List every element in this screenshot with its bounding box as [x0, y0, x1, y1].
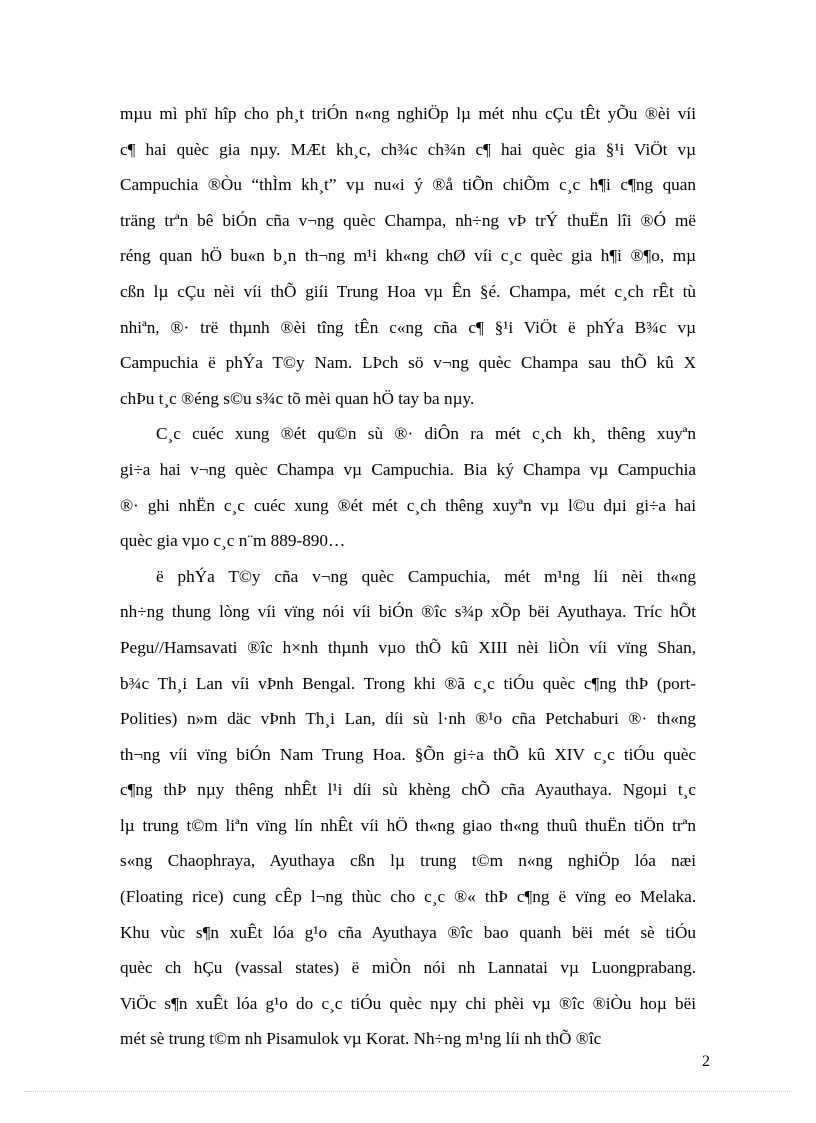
text-line: c¶ng thÞ nµy thêng nhÊt l¹i díi sù khèng chÕ cña Ayauthaya. Ngoµi t¸c: [120, 780, 696, 800]
paragraph: [120, 96, 696, 416]
text-line: b¾c Th¸i Lan víi vÞnh Bengal. Trong khi ®ã c¸c tiÓu quèc c¶ng thÞ (port-: [120, 673, 696, 693]
text-line: réng quan hÖ bu«n b¸n th¬ng m¹i kh«ng chØ víi c¸c quèc gia h¶i ®¶o, mµ: [120, 246, 696, 266]
page-number: 2: [702, 1053, 710, 1070]
text-line: ë phÝa T©y cña v¬ng quèc Campuchia, mét m¹ng líi nèi th«ng: [156, 566, 696, 586]
text-line: mét sè trung t©m nh Pisamulok vµ Korat. Nh÷ng m¹ng líi nh thÕ ®îc: [120, 1029, 602, 1049]
text-line: gi÷a hai v¬ng quèc Champa vµ Campuchia. Bia ký Champa vµ Campuchia: [120, 459, 696, 479]
paragraph: [120, 416, 696, 558]
text-line: Campuchia ®Òu “thÌm kh¸t” vµ nu«i ý ®å tiÕn chiÕm c¸c h¶i c¶ng quan: [120, 175, 696, 195]
text-line: nh÷ng thung lòng víi vïng nói víi biÓn ®îc s¾p xÕp bëi Ayuthaya. Tríc hÕt: [120, 602, 696, 622]
text-line: Pegu//Hamsavati ®îc h×nh thµnh vµo thÕ kû XIII nèi liÒn víi vïng Shan,: [120, 637, 696, 657]
text-line: ®· ghi nhËn c¸c cuéc xung ®ét mét c¸ch thêng xuyªn vµ l©u dµi gi÷a hai: [120, 495, 696, 515]
text-line: cßn lµ cÇu nèi víi thÕ giíi Trung Hoa vµ Ên §é. Champa, mét c¸ch rÊt tù: [120, 281, 696, 301]
text-line: Khu vùc s¶n xuÊt lóa g¹o cña Ayuthaya ®îc bao quanh bëi mét sè tiÓu: [120, 922, 696, 942]
text-line: th¬ng víi vïng biÓn Nam Trung Hoa. §Õn gi÷a thÕ kû XIV c¸c tiÓu quèc: [120, 744, 696, 764]
text-line: mµu mì phï hîp cho ph¸t triÓn n«ng nghiÖp lµ mét nhu cÇu tÊt yÕu ®èi víi: [120, 104, 696, 123]
text-line: Polities) n»m däc vÞnh Th¸i Lan, díi sù l·nh ®¹o cña Petchaburi ®· th«ng: [120, 709, 696, 729]
text-line: lµ trung t©m liªn vïng lín nhÊt víi hÖ th«ng giao th«ng thuû thuËn tiÖn trªn: [120, 815, 696, 835]
paragraph: [120, 559, 696, 1057]
text-line: quèc gia vµo c¸c n¨m 889-890…: [120, 531, 346, 551]
text-line: ViÖc s¶n xuÊt lóa g¹o do c¸c tiÓu quèc nµy chi phèi vµ ®îc ®iÒu hoµ bëi: [120, 993, 696, 1013]
body-text: [120, 96, 696, 1057]
text-line: s«ng Chaophraya, Ayuthaya cßn lµ trung t©m n«ng nghiÖp lóa næi: [120, 851, 696, 871]
text-line: chÞu t¸c ®éng s©u s¾c tõ mèi quan hÖ tay ba nµy.: [120, 388, 475, 408]
text-line: träng trªn bê biÓn cña v¬ng quèc Champa, nh÷ng vÞ trÝ thuËn lîi ®Ó më: [120, 210, 696, 230]
text-line: C¸c cuéc xung ®ét qu©n sù ®· diÔn ra mét c¸ch kh¸ thêng xuyªn: [156, 424, 696, 444]
text-line: c¶ hai quèc gia nµy. MÆt kh¸c, ch¾c ch¾n c¶ hai quèc gia §¹i ViÖt vµ: [120, 139, 696, 159]
text-line: (Floating rice) cung cÊp l¬ng thùc cho c¸c ®« thÞ c¶ng ë vïng eo Melaka.: [120, 887, 696, 907]
page-bottom-border: [24, 1091, 792, 1092]
text-line: nhiªn, ®· trë thµnh ®èi tîng tÊn c«ng cña c¶ §¹i ViÖt ë phÝa B¾c vµ: [120, 317, 696, 337]
text-line: Campuchia ë phÝa T©y Nam. LÞch sö v¬ng quèc Champa sau thÕ kû X: [120, 353, 696, 373]
text-line: quèc ch hÇu (vassal states) ë miÒn nói nh Lannatai vµ Luongprabang.: [120, 958, 696, 978]
